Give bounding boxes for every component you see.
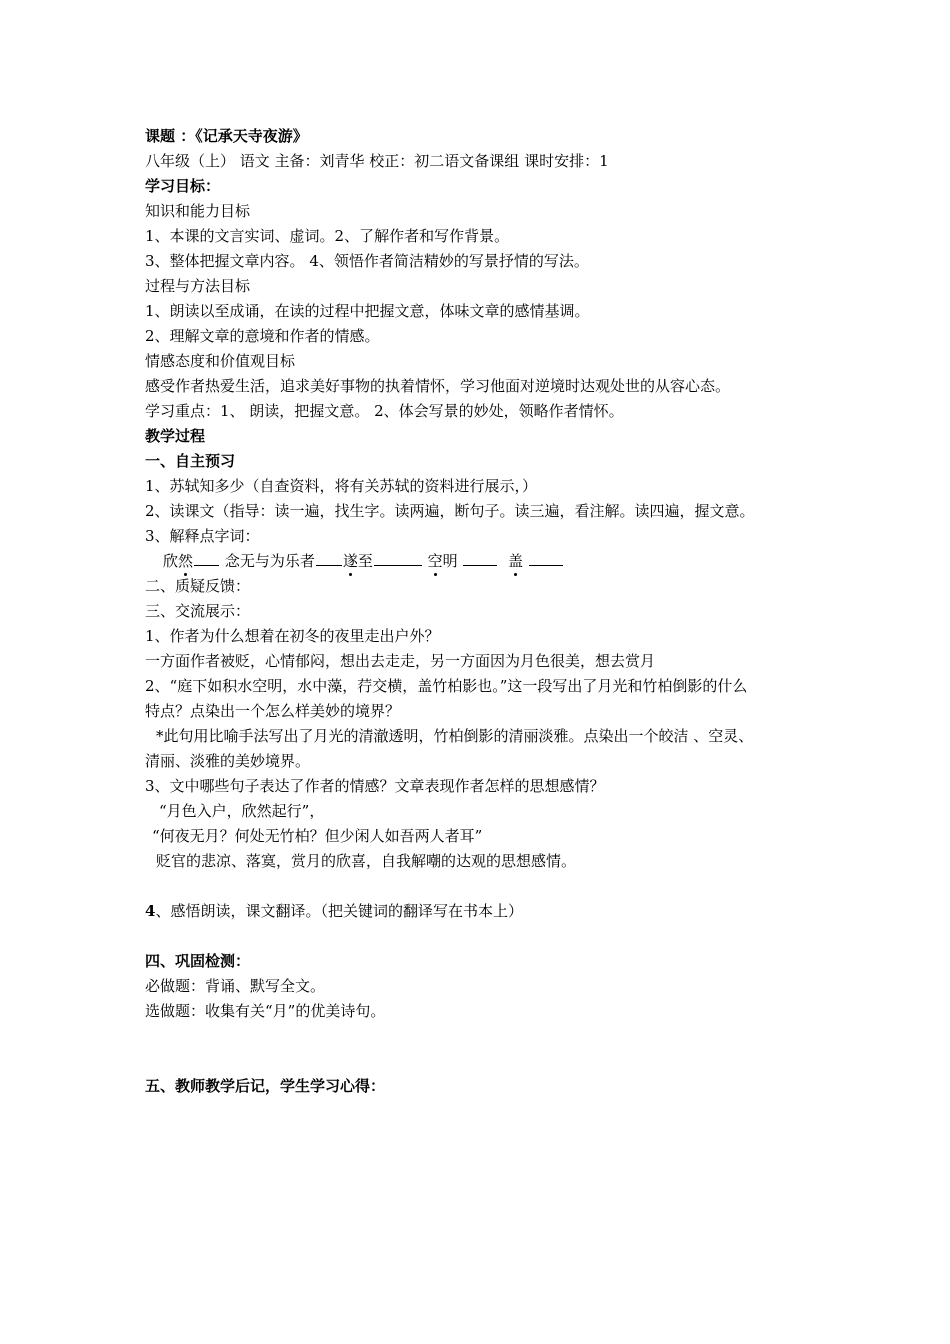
question-1: 1、作者为什么想着在初冬的夜里走出户外？ [145,627,440,645]
word-nianwu: 念无与为乐者 [224,552,315,570]
question-4-number: 4 [145,902,156,920]
answer-3: 贬官的悲凉、落寞，赏月的欣喜，自我解嘲的达观的思想感情。 [156,852,577,870]
word-list [163,551,564,571]
blank-1 [194,551,219,566]
learning-focus: 学习重点：1、 朗读，把握文意。 2、体会写景的妙处，领略作者情怀。 [145,402,624,420]
process-item-1: 1、朗读以至成诵，在读的过程中把握文意，体味文章的感情基调。 [145,302,590,320]
quote-2: “何夜无月？何处无竹柏？但少闲人如吾两人者耳” [152,827,483,845]
section-1-heading: 一、自主预习 [145,452,236,470]
blank-5 [529,551,563,566]
word-suizhi: 遂至 [342,552,373,570]
section-2-heading: 二、质疑反馈： [145,577,251,595]
answer-2-line-1: *此句用比喻手法写出了月光的清澈透明，竹柏倒影的清丽淡雅。点染出一个皎洁 、空灵、 [156,727,754,745]
question-3: 3、文中哪些句子表达了作者的情感？文章表现作者怎样的思想感情？ [145,777,605,795]
section-3-heading: 三、交流展示： [145,602,251,620]
question-2-line-2: 特点？点染出一个怎么样美妙的境界？ [145,702,401,720]
goals-heading: 学习目标： [145,177,221,195]
section-4-heading: 四、巩固检测： [145,952,251,970]
question-4-text: 、感悟朗读，课文翻译。（把关键词的翻译写在书本上） [155,902,523,920]
teaching-heading: 教学过程 [145,427,206,445]
blank-4 [463,551,497,566]
quote-1: “月色入户，欣然起行”， [159,802,325,820]
process-heading: 过程与方法目标 [145,277,251,295]
word-kongming: 空明 [427,552,458,570]
section-5-heading: 五、教师教学后记，学生学习心得： [145,1077,386,1095]
emotion-heading: 情感态度和价值观目标 [145,352,296,370]
knowledge-item-1: 1、本课的文言实词、虚词。2、了解作者和写作背景。 [145,227,510,245]
answer-2-line-2: 清丽、淡雅的美妙境界。 [145,752,311,770]
lesson-info: 八年级（上） 语文 主备：刘青华 校正：初二语文备课组 课时安排：1 [145,152,609,170]
lesson-title: 课题 ：《记承天寺夜游》 [145,127,308,145]
question-2-line-1: 2、“庭下如积水空明，水中藻，荇交横，盖竹柏影也。”这一段写出了月光和竹柏倒影的什么 [145,677,748,695]
blank-2 [316,551,342,566]
section-1-item-1: 1、苏轼知多少（自查资料，将有关苏轼的资料进行展示，） [145,477,538,495]
emotion-item-1: 感受作者热爱生活，追求美好事物的执着情怀，学习他面对逆境时达观处世的从容心态。 [145,377,731,395]
word-xinran: 欣然 [163,552,194,570]
answer-1: 一方面作者被贬，心情郁闷，想出去走走，另一方面因为月色很美，想去赏月 [145,652,656,670]
blank-3 [374,551,422,566]
required-task: 必做题：背诵、默写全文。 [145,977,326,995]
section-1-item-3: 3、解释点字词： [145,527,260,545]
process-item-2: 2、理解文章的意境和作者的情感。 [145,327,380,345]
word-gai: 盖 [508,552,524,570]
optional-task: 选做题：收集有关“月”的优美诗句。 [145,1002,386,1020]
section-1-item-2: 2、读课文（指导：读一遍，找生字。读两遍，断句子。读三遍，看注解。读四遍，握文意。 [145,502,755,520]
knowledge-heading: 知识和能力目标 [145,202,251,220]
knowledge-item-2: 3、整体把握文章内容。 4、领悟作者简洁精妙的写景抒情的写法。 [145,252,589,270]
question-4 [145,901,523,921]
